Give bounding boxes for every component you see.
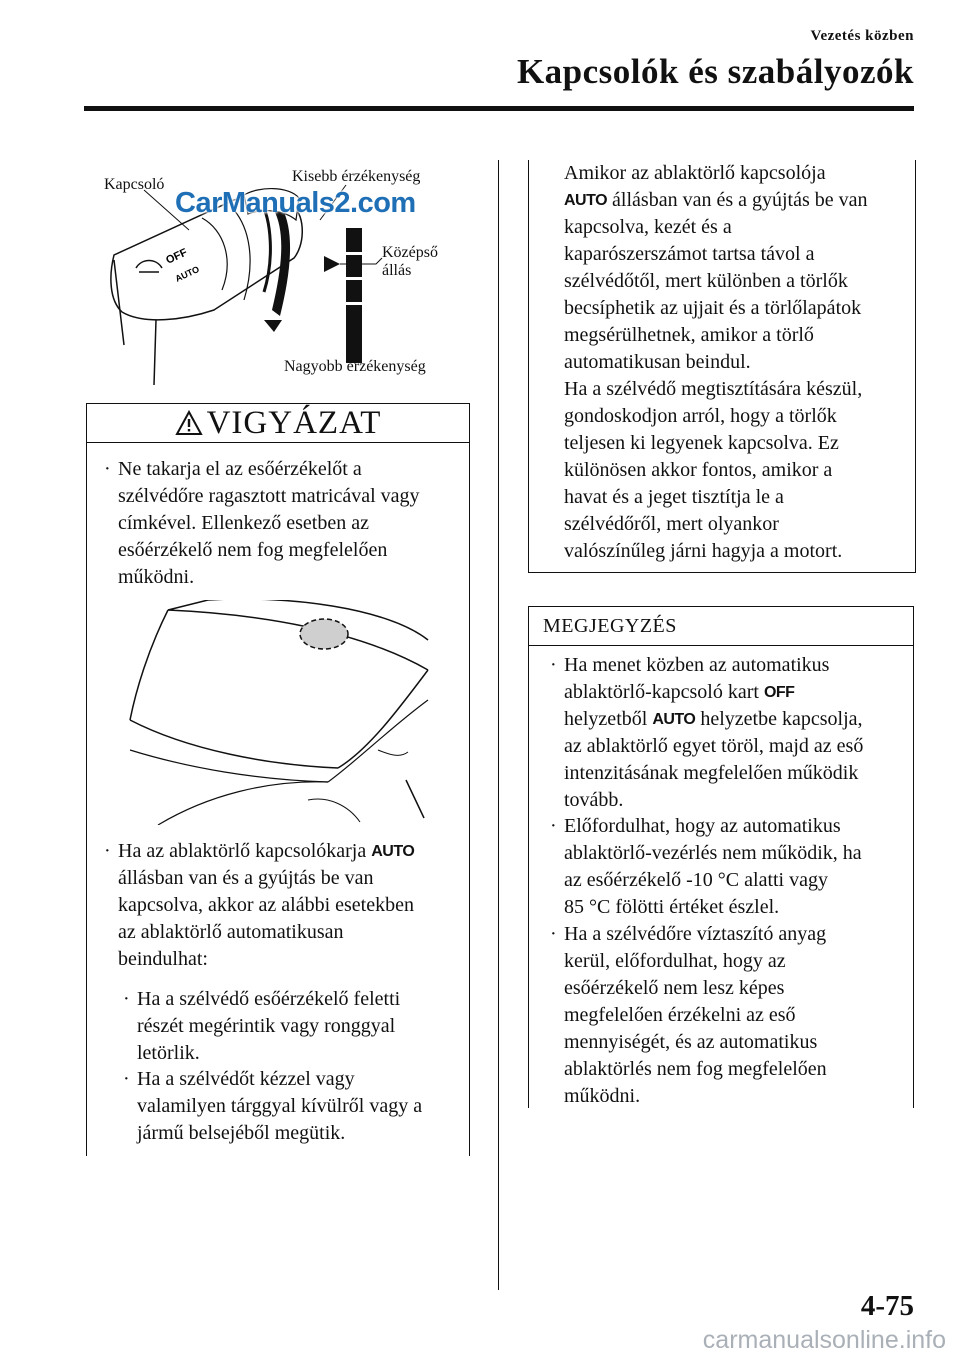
note-header <box>528 606 914 646</box>
caution-left-border <box>86 442 87 1156</box>
text-line: Előfordulhat, hogy az automatikus <box>564 815 841 837</box>
text-line: kaparószerszámot tartsa távol a <box>564 243 815 265</box>
text-run: Ha az ablaktörlő kapcsolókarja <box>118 840 367 862</box>
text-line: beindulhat: <box>118 948 208 970</box>
text-line: az esőérzékelő -10 °C alatti vagy <box>564 869 828 891</box>
text-line: megsérülhetnek, amikor a törlő <box>564 324 814 346</box>
text-line: ablaktörlés nem fog megfelelően <box>564 1058 827 1080</box>
page-title: Kapcsolók és szabályozók <box>516 52 914 91</box>
caution-continued-text <box>564 160 868 565</box>
note-bullet-1 <box>550 652 864 814</box>
text-line: letörlik. <box>137 1042 200 1064</box>
header-rule <box>84 106 914 111</box>
windshield-rain-sensor-illustration <box>128 600 438 825</box>
text-line: Ha a szélvédőt kézzel vagy <box>137 1068 355 1090</box>
text-line: tovább. <box>564 789 624 811</box>
text-run: ablaktörlő-kapcsoló kart <box>564 681 759 703</box>
caution-subbullet-2 <box>123 1066 423 1147</box>
caution-subbullet-1 <box>123 986 401 1067</box>
text-line: különösen akkor fontos, amikor a <box>564 459 833 481</box>
label-middle-position-1: Középső <box>382 244 438 261</box>
text-line: megfelelően érzékelni az eső <box>564 1004 796 1026</box>
text-line: kapcsolva, akkor az alábbi esetekben <box>118 894 414 916</box>
caution-bullet-1 <box>104 456 420 591</box>
text-line: havat és a jeget tisztítja le a <box>564 486 784 508</box>
caution-bullet-2 <box>104 838 415 973</box>
warning-triangle-icon <box>175 410 203 436</box>
caution-header <box>86 403 470 443</box>
text-line: részét megérintik vagy ronggyal <box>137 1015 396 1037</box>
label-middle-position-2: állás <box>382 262 412 279</box>
text-line: szélvédőről, mert olyankor <box>564 513 779 535</box>
text-line: kerül, előfordulhat, hogy az <box>564 950 786 972</box>
text-line: teljesen ki legyenek kapcsolva. Ez <box>564 432 839 454</box>
stalk-auto-label: AUTO <box>173 264 201 284</box>
bullet-dot: · <box>104 458 111 480</box>
text-line: az ablaktörlő automatikusan <box>118 921 344 943</box>
text-line: működni. <box>564 1085 641 1107</box>
text-run: helyzetbe kapcsolja, <box>700 708 863 730</box>
auto-symbol: AUTO <box>371 843 415 860</box>
text-line: esőérzékelő nem fog megfelelően <box>118 539 388 561</box>
bullet-dot: · <box>550 654 557 676</box>
caution-right-border <box>469 442 470 1156</box>
text-line: jármű belsejéből megütik. <box>137 1122 346 1144</box>
wiper-switch-figure <box>84 150 474 390</box>
text-line: állásban van és a gyújtás be van <box>118 867 374 889</box>
auto-symbol: AUTO <box>652 711 696 728</box>
text-line: kapcsolva, kezét és a <box>564 216 732 238</box>
text-line: Ha menet közben az automatikus <box>564 654 830 676</box>
text-line: mennyiségét, és az automatikus <box>564 1031 818 1053</box>
label-switch: Kapcsoló <box>104 176 165 193</box>
off-symbol: OFF <box>763 684 795 701</box>
caution-title: VIGYÁZAT <box>206 404 382 441</box>
text-line: valamilyen tárggyal kívülről vagy a <box>137 1095 423 1117</box>
label-higher-sensitivity: Nagyobb érzékenység <box>284 358 426 375</box>
text-line <box>564 706 863 733</box>
text-line: Amikor az ablaktörlő kapcsolója <box>564 162 826 184</box>
text-line: becsíphetik az ujjait és a törlőlapátok <box>564 297 862 319</box>
note-right-border <box>913 646 914 1108</box>
text-line: automatikusan beindul. <box>564 351 751 373</box>
text-run: állásban van és a gyújtás be van <box>612 189 868 211</box>
text-line: esőérzékelő nem lesz képes <box>564 977 785 999</box>
stalk-off-label: OFF <box>164 246 190 267</box>
text-line <box>564 679 863 706</box>
column-divider <box>498 160 499 1290</box>
page-number: 4-75 <box>860 1290 914 1322</box>
note-left-border <box>528 646 529 1108</box>
auto-symbol: AUTO <box>564 192 608 209</box>
text-line <box>564 187 868 214</box>
text-line: Ne takarja el az esőérzékelőt a <box>118 458 362 480</box>
bullet-dot: · <box>123 1068 130 1090</box>
text-line <box>118 838 414 865</box>
bullet-dot: · <box>104 840 111 862</box>
rain-sensor-area <box>300 619 348 649</box>
text-line: az ablaktörlő egyet töröl, majd az eső <box>564 735 864 757</box>
text-line: intenzitásának megfelelően működik <box>564 762 859 784</box>
text-line: Ha a szélvédőre víztaszító anyag <box>564 923 827 945</box>
text-line: címkével. Ellenkező esetben az <box>118 512 369 534</box>
label-lower-sensitivity: Kisebb érzékenység <box>292 168 421 185</box>
note-bullet-3 <box>550 921 827 1110</box>
note-title: MEGJEGYZÉS <box>543 614 677 637</box>
carmanuals-watermark: CarManuals2.com <box>175 187 416 219</box>
text-line: ablaktörlő-vezérlés nem működik, ha <box>564 842 862 864</box>
section-label: Vezetés közben <box>810 28 914 44</box>
bullet-dot: · <box>123 988 130 1010</box>
text-line: Ha a szélvédő megtisztítására készül, <box>564 378 863 400</box>
text-line: szélvédőre ragasztott matricával vagy <box>118 485 420 507</box>
text-line: valószínűleg járni hagyja a motort. <box>564 540 843 562</box>
text-line: szélvédőtől, mert különben a törlők <box>564 270 848 292</box>
text-line: gondoskodjon arról, hogy a törlők <box>564 405 837 427</box>
text-line: Ha a szélvédő esőérzékelő feletti <box>137 988 401 1010</box>
text-line: működni. <box>118 566 195 588</box>
footer-watermark: carmanualsonline.info <box>702 1326 946 1354</box>
bullet-dot: · <box>550 923 557 945</box>
text-line: 85 °C fölötti értéket észlel. <box>564 896 780 918</box>
text-run: helyzetből <box>564 708 648 730</box>
note-bullet-2 <box>550 813 862 921</box>
bullet-dot: · <box>550 815 557 837</box>
